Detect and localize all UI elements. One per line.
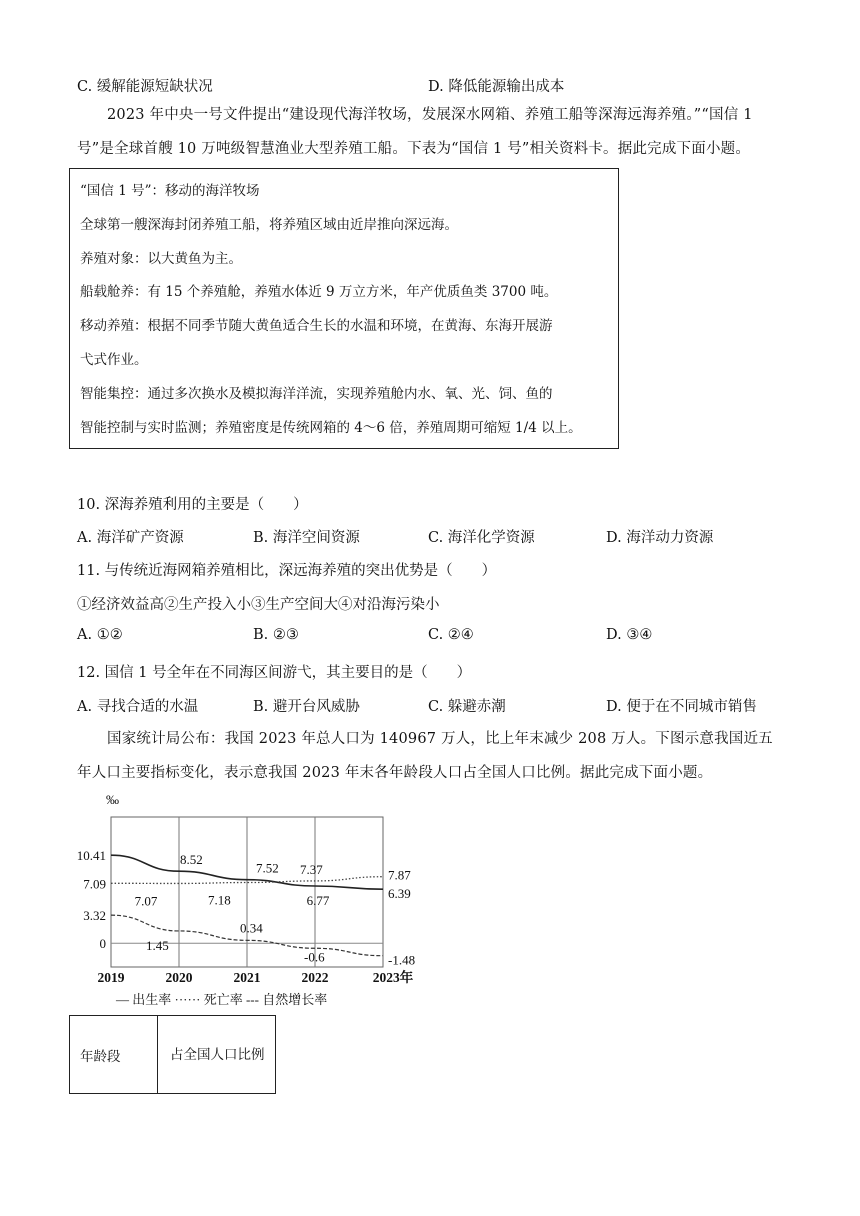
q12-option-d: D. 便于在不同城市销售 — [606, 699, 757, 715]
age-table-header-share: 占全国人口比例 — [158, 1016, 276, 1094]
q12-option-a: A. 寻找合适的水温 — [77, 699, 199, 715]
question-11-stem: 11. 与传统近海网箱养殖相比，深远海养殖的突出优势是（ ） — [77, 563, 497, 579]
data-label: 7.07 — [134, 893, 158, 909]
card-line: 养殖对象：以大黄鱼为主。 — [80, 250, 242, 267]
data-label: 6.77 — [306, 892, 330, 908]
question-10-stem: 10. 深海养殖利用的主要是（ ） — [77, 497, 308, 513]
y-tick-label: 3.32 — [83, 908, 106, 924]
data-label: 7.37 — [300, 861, 323, 877]
age-table-header-age: 年龄段 — [70, 1016, 158, 1094]
y-tick-label: 0 — [99, 936, 106, 952]
card-line: 移动养殖：根据不同季节随大黄鱼适合生长的水温和环境，在黄海、东海开展游 — [80, 318, 553, 335]
card-line: 全球第一艘深海封闭养殖工船，将养殖区域由近岸推向深远海。 — [80, 216, 458, 233]
intro-paragraph-1: 2023 年中央一号文件提出“建设现代海洋牧场，发展深水网箱、养殖工船等深海远海养殖。”“国信 1 号”是全球首艘 10 万吨级智慧渔业大型养殖工船。下表为“国信 1 号”相关资料卡。据此完成下面小题。 — [77, 107, 753, 157]
x-tick-label: 2022 — [301, 970, 329, 985]
info-card — [69, 168, 619, 449]
y-tick-label: 7.09 — [83, 876, 106, 892]
data-label: 1.45 — [146, 937, 169, 953]
x-tick-label: 2020 — [165, 970, 193, 985]
data-label: -1.48 — [388, 952, 416, 968]
option-d: D. 降低能源输出成本 — [428, 79, 565, 95]
intro-paragraph-2: 国家统计局公布：我国 2023 年总人口为 140967 万人，比上年末减少 208 万人。下图示意我国近五年人口主要指标变化，表示意我国 2023 年末各年龄段人口占全国人口比例。据此完成下面小题。 — [77, 731, 773, 781]
population-chart-svg — [68, 792, 416, 1014]
q12-option-c: C. 躲避赤潮 — [428, 699, 506, 715]
question-11-items: ①经济效益高②生产投入小③生产空间大④对沿海污染小 — [77, 597, 440, 613]
card-line: 智能控制与实时监测；养殖密度是传统网箱的 4～6 倍，养殖周期可缩短 1/4 以上。 — [80, 419, 582, 436]
y-unit-label: ‰ — [106, 792, 119, 807]
card-line: “国信 1 号”：移动的海洋牧场 — [80, 183, 260, 199]
x-tick-label: 2019 — [97, 970, 125, 985]
table-row — [70, 1016, 276, 1094]
card-line: 弋式作业。 — [80, 351, 148, 368]
q11-option-b: B. ②③ — [253, 627, 299, 643]
q12-option-b: B. 避开台风威胁 — [253, 699, 360, 715]
q10-option-a: A. 海洋矿产资源 — [77, 530, 184, 546]
q10-option-b: B. 海洋空间资源 — [253, 530, 360, 546]
q11-option-a: A. ①② — [77, 627, 123, 643]
card-line: 智能集控：通过多次换水及模拟海洋洋流，实现养殖舱内水、氧、光、饲、鱼的 — [80, 385, 553, 402]
q11-option-c: C. ②④ — [428, 627, 474, 643]
option-c: C. 缓解能源短缺状况 — [77, 79, 213, 95]
population-chart — [68, 792, 416, 1018]
x-tick-label: 2023年 — [372, 970, 414, 985]
age-table — [69, 1015, 276, 1094]
y-tick-label: 10.41 — [76, 848, 106, 864]
data-label: 8.52 — [180, 852, 203, 868]
data-label: 0.34 — [240, 920, 263, 936]
data-label: 7.18 — [208, 892, 231, 908]
question-12-stem: 12. 国信 1 号全年在不同海区间游弋，其主要目的是（ ） — [77, 665, 472, 681]
data-label: 6.39 — [388, 886, 411, 902]
card-line: 船载舱养：有 15 个养殖舱，养殖水体近 9 万立方米，年产优质鱼类 3700 吨。 — [80, 284, 558, 301]
data-label: 7.52 — [256, 860, 279, 876]
data-label: -0.6 — [304, 949, 325, 965]
q10-option-d: D. 海洋动力资源 — [606, 530, 714, 546]
x-tick-label: 2021 — [233, 970, 261, 985]
chart-legend: — 出生率 ······ 死亡率 --- 自然增长率 — [116, 992, 328, 1007]
data-label: 7.87 — [388, 867, 411, 883]
q10-option-c: C. 海洋化学资源 — [428, 530, 535, 546]
q11-option-d: D. ③④ — [606, 627, 653, 643]
